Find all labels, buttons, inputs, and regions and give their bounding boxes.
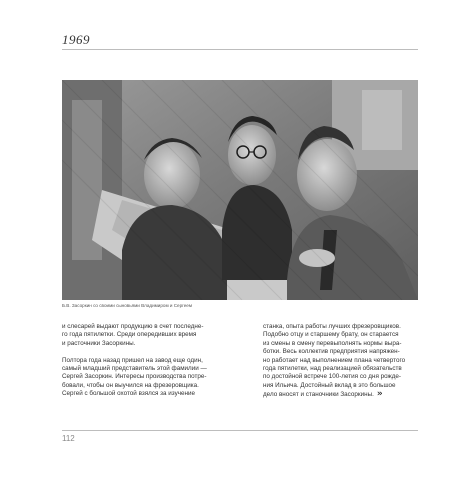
- paragraph: и слесарей выдают продукцию в счет последне- го года пятилетки. Среди опередивших время и расточники Засоркины.: [62, 323, 204, 347]
- bottom-rule: [62, 430, 418, 431]
- paragraph: [263, 323, 419, 400]
- photo: [62, 80, 418, 300]
- page-number: 112: [62, 434, 75, 443]
- text-column-right: [263, 323, 419, 408]
- double-chevron-right-icon: »: [376, 389, 383, 400]
- paragraph-text: станка, опыта работы лучших фрезеровщиков. Подобно отцу и старшему брату, он старается из смены в смену перевыполнять нормы выра- ботки. Весь коллектив предприятия напряжен- но работает над выполнением плана четвертого года пятилетки, над реализацией обязательств по достойной встрече 100-летия со дня рожде- ния Ильича. Достойный вклад в это большое дело вносят и станочники Засоркины.: [263, 323, 406, 399]
- photo-caption: Б.В. Засоркин со своими сыновьями Владимиром и Сергеем: [62, 303, 193, 308]
- paragraph: Полтора года назад пришел на завод еще один, самый младший представитель этой фамилии — Сергей Засоркин. Интересы производства потре- бовали, чтобы он выучился на фрезеровщика. Сергей с большой охотой взялся за изучение: [62, 356, 207, 398]
- text-column-left: [62, 323, 232, 407]
- top-rule: [62, 49, 418, 50]
- year-heading: 1969: [62, 32, 90, 47]
